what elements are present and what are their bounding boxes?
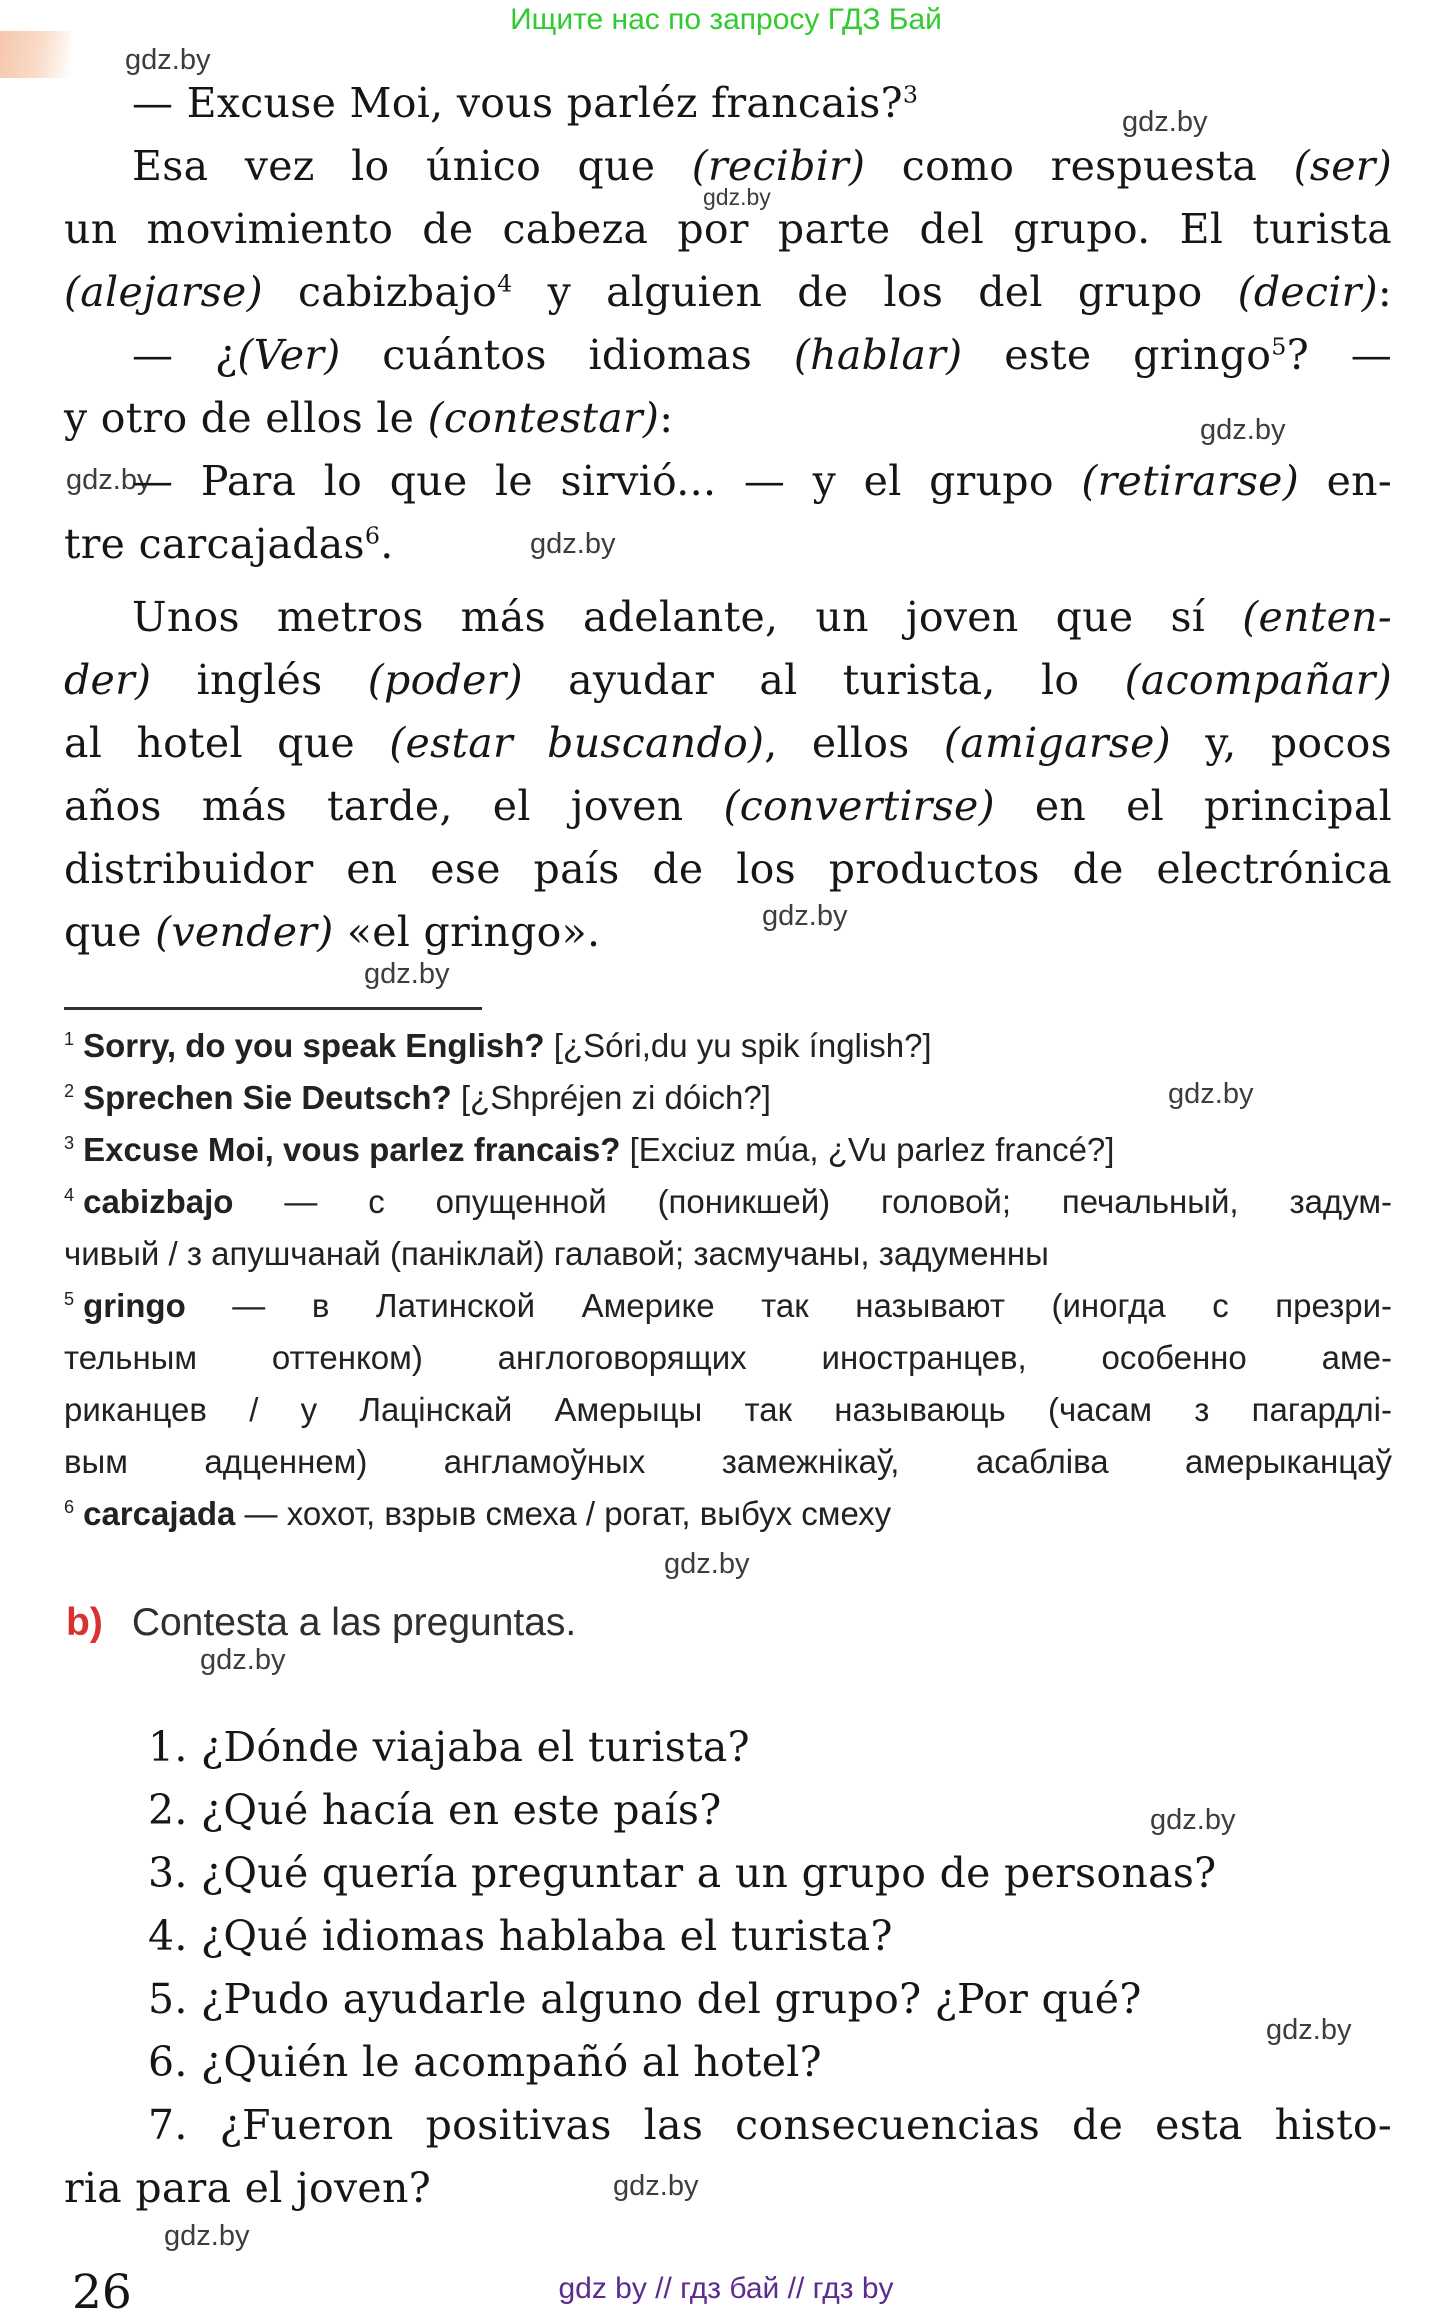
text-line: (alejarse) cabizbajo$^4$ y alguien de los del grupo (decir): [64, 268, 1392, 316]
watermark-gdzby: gdz.by [703, 184, 771, 210]
watermark-gdzby: gdz.by [200, 1644, 286, 1676]
text-line: distribuidor en ese país de los productos de electrónica [64, 845, 1392, 893]
text-line: Esa vez lo único que (recibir) como respuesta (ser) [132, 142, 1392, 190]
text-line: 7. ¿Fueron positivas las consecuencias de esta histo- [148, 2101, 1392, 2149]
watermark-gdzby: gdz.by [664, 1548, 750, 1580]
text-line: Unos metros más adelante, un joven que sí (enten- [132, 593, 1392, 641]
text-line: — ¿(Ver) cuántos idiomas (hablar) este gringo$^5$? — [132, 331, 1392, 379]
text-line: un movimiento de cabeza por parte del grupo. El turista [64, 205, 1392, 253]
text-line: tre carcajadas$^6$. [64, 520, 394, 568]
text-line: риканцев / у Лацінскай Амерыцы так называюць (часам з пагардлі- [64, 1391, 1392, 1428]
story-text [64, 72, 1392, 964]
page-number: 26 [72, 2265, 132, 2320]
watermark-gdzby: gdz.by [1150, 1804, 1236, 1836]
text-line: $^1$ Sorry, do you speak English? [¿Sóri,du yu spik ínglish?] [64, 1027, 932, 1064]
watermark-gdzby: gdz.by [125, 44, 211, 76]
text-line: 4. ¿Qué idiomas hablaba el turista? [148, 1912, 893, 1960]
task-b-heading [66, 1601, 576, 1645]
text-line: ria para el joven? [64, 2164, 431, 2212]
questions-list [64, 1716, 1392, 2220]
watermark-gdzby: gdz.by [613, 2170, 699, 2202]
text-line: 2. ¿Qué hacía en este país? [148, 1786, 722, 1834]
text-line: 6. ¿Quién le acompañó al hotel? [148, 2038, 822, 2086]
text-line: вым адценнем) англамоўных замежнікаў, асабліва амерыканцаў [64, 1443, 1392, 1480]
text-line: чивый / з апушчанай (паніклай) галавой; засмучаны, задуменны [64, 1235, 1049, 1272]
text-line: $^4$ cabizbajo — с опущенной (поникшей) головой; печальный, задум- [64, 1183, 1392, 1220]
text-line: $^6$ carcajada — хохот, взрыв смеха / рогат, выбух смеху [64, 1495, 892, 1532]
footnote-separator [64, 1007, 482, 1010]
watermark-gdzby: gdz.by [1266, 2014, 1352, 2046]
text-line: al hotel que (estar buscando), ellos (amigarse) y, pocos [64, 719, 1392, 767]
text-line: que (vender) «el gringo». [64, 908, 601, 956]
watermark-gdzby: gdz.by [66, 464, 152, 496]
watermark-gdzby: gdz.by [364, 958, 450, 990]
watermark-gdzby: gdz.by [1168, 1078, 1254, 1110]
footnotes [64, 1020, 1392, 1540]
footer-promo: gdz by // гдз бай // гдз by [558, 2272, 894, 2305]
text-line: тельным оттенком) англоговорящих иностранцев, особенно аме- [64, 1339, 1392, 1376]
text-line: 1. ¿Dónde viajaba el turista? [148, 1723, 750, 1771]
text-line: 3. ¿Qué quería preguntar a un grupo de personas? [148, 1849, 1217, 1897]
text-line: der) inglés (poder) ayudar al turista, lo (acompañar) [64, 656, 1392, 704]
text-line: 5. ¿Pudo ayudarle alguno del grupo? ¿Por qué? [148, 1975, 1142, 2023]
promo-banner: Ищите нас по запросу ГДЗ Бай [510, 3, 942, 36]
text-line: $^3$ Excuse Moi, vous parlez francais? [Exciuz múa, ¿Vu parlez francé?] [64, 1131, 1115, 1168]
watermark-gdzby: gdz.by [530, 528, 616, 560]
watermark-gdzby: gdz.by [1200, 414, 1286, 446]
page-corner-decoration [0, 31, 71, 78]
watermark-gdzby: gdz.by [164, 2220, 250, 2252]
watermark-gdzby: gdz.by [1122, 106, 1208, 138]
text-line: — Para lo que le sirvió... — y el grupo (retirarse) en- [132, 457, 1392, 505]
watermark-gdzby: gdz.by [762, 900, 848, 932]
text-line: y otro de ellos le (contestar): [64, 394, 674, 442]
text-line: — Excuse Moi, vous parléz francais?$^3$ [132, 79, 919, 127]
text-line: $^2$ Sprechen Sie Deutsch? [¿Shpréjen zi dóich?] [64, 1079, 771, 1116]
text-line: años más tarde, el joven (convertirse) en el principal [64, 782, 1392, 830]
text-line: $^5$ gringo — в Латинской Америке так называют (иногда с презри- [64, 1287, 1392, 1324]
task-b-label: b) [66, 1601, 103, 1644]
task-b-instruction: Contesta a las preguntas. [131, 1601, 577, 1644]
